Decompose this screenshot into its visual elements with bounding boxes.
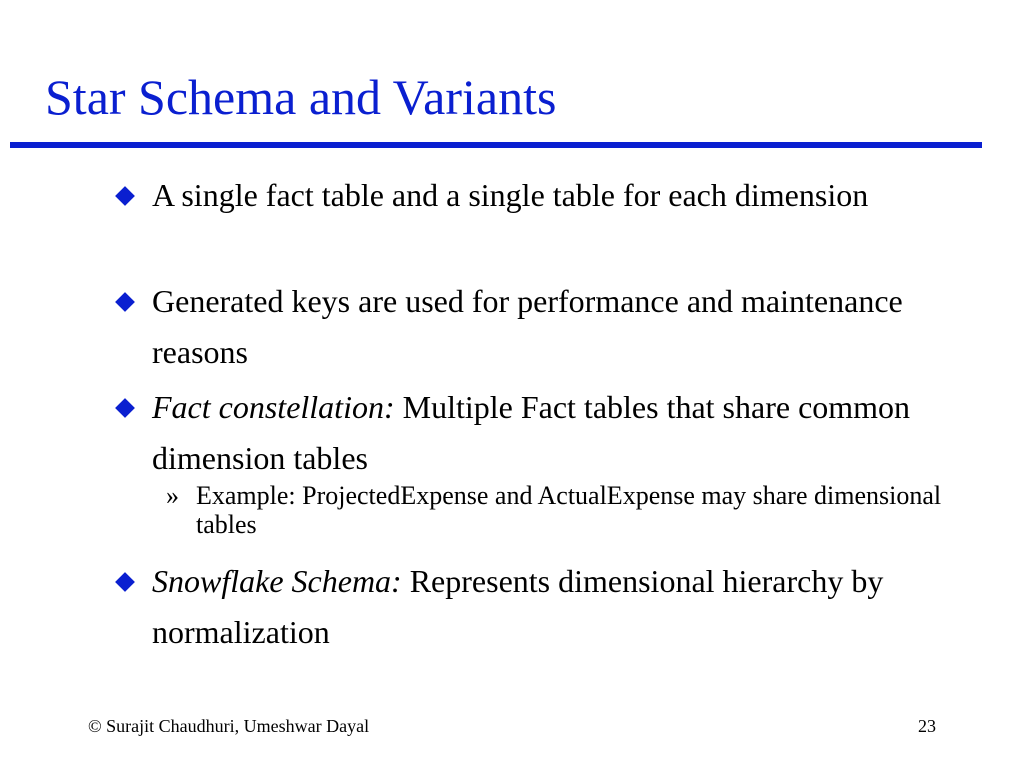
bullet-3-text: Multiple Fact tables that share common dimension tables — [152, 389, 911, 476]
bullet-2-text: Generated keys are used for performance and maintenance reasons — [152, 283, 903, 370]
diamond-bullet-icon — [115, 572, 135, 592]
footer-copyright: © Surajit Chaudhuri, Umeshwar Dayal — [88, 716, 370, 736]
bullet-3 — [152, 382, 972, 484]
bullet-4 — [152, 556, 972, 658]
bullet-3-term: Fact constellation: — [152, 389, 395, 425]
chevron-bullet-icon: » — [166, 481, 179, 510]
diamond-bullet-icon — [115, 292, 135, 312]
sub-bullet-1-text: Example: ProjectedExpense and ActualExpense may share dimensional tables — [196, 481, 942, 539]
bullet-4-term: Snowflake Schema: — [152, 563, 402, 599]
sub-bullet-1 — [166, 481, 956, 539]
bullet-2 — [152, 276, 972, 378]
bullet-4-text: Represents dimensional hierarchy by normalization — [152, 563, 884, 650]
diamond-bullet-icon — [115, 186, 135, 206]
bullet-1 — [152, 170, 972, 221]
title-underline-rule — [10, 142, 982, 148]
page-number: 23 — [918, 716, 936, 736]
bullet-1-text: A single fact table and a single table for each dimension — [152, 177, 869, 213]
diamond-bullet-icon — [115, 398, 135, 418]
slide-title: Star Schema and Variants — [45, 69, 557, 125]
